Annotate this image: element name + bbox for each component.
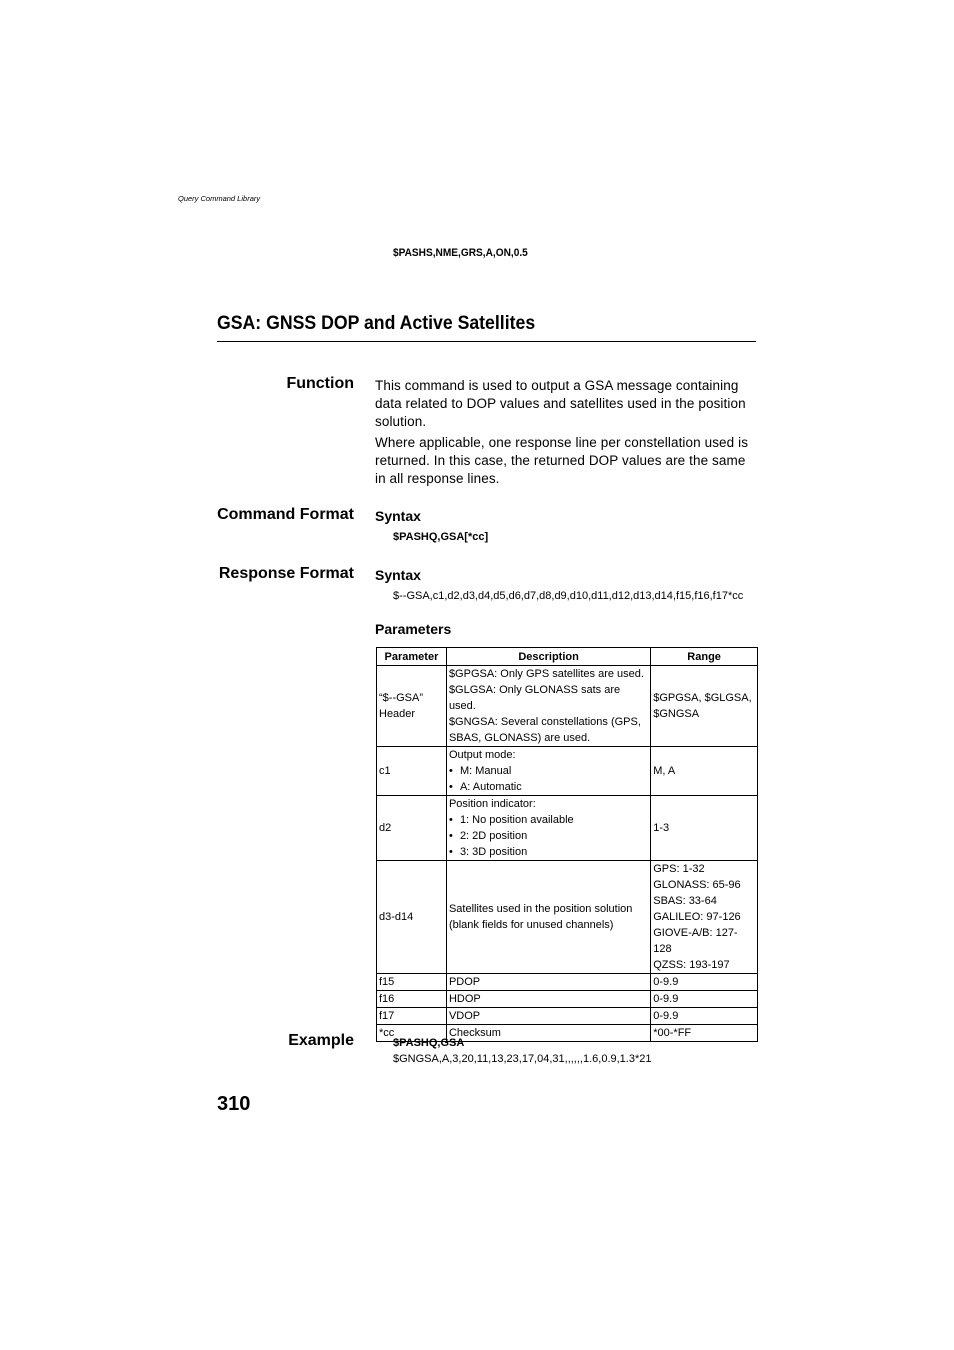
range-text: GPS: 1-32 — [653, 863, 705, 875]
range-text: $GPGSA, $GLGSA, $GNGSA — [653, 692, 752, 720]
range-text: M, A — [653, 765, 676, 777]
desc-text: $GPGSA: Only GPS satellites are used. — [448, 668, 644, 680]
parameters-table — [376, 647, 758, 1042]
desc-text: Output mode: — [448, 749, 516, 761]
function-paragraph-2: Where applicable, one response line per constellation used is returned. In this case, the returned DOP values are the same in all response lines. — [375, 435, 749, 486]
table-row — [377, 861, 758, 974]
range-text: 1-3 — [653, 822, 670, 834]
desc-cell: PDOP — [446, 974, 650, 991]
desc-text: $GLGSA: Only GLONASS sats are used. — [448, 684, 621, 712]
column-header-range: Range — [651, 648, 758, 666]
title-divider — [217, 341, 756, 342]
running-head: Query Command Library — [178, 194, 261, 203]
param-text: c1 — [379, 765, 391, 777]
desc-cell — [446, 747, 650, 796]
desc-cell: VDOP — [446, 1008, 650, 1025]
desc-cell — [446, 796, 650, 861]
range-cell — [651, 666, 758, 747]
range-cell: 0-9.9 — [651, 991, 758, 1008]
table-row — [377, 747, 758, 796]
desc-text: $GNGSA: Several constellations (GPS, SBAS, GLONASS) are used. — [448, 716, 641, 744]
desc-cell: Checksum — [446, 1025, 650, 1042]
range-text: GLONASS: 65-96 — [653, 879, 741, 891]
example-label: Example — [288, 1032, 354, 1049]
example-command: $PASHQ,GSA — [393, 1037, 465, 1049]
range-cell: *00-*FF — [651, 1025, 758, 1042]
table-row — [377, 991, 758, 1008]
desc-cell: HDOP — [446, 991, 650, 1008]
desc-text: Satellites used in the position solution (blank fields for unused channels) — [448, 903, 633, 931]
param-text: “$--GSA” — [379, 692, 423, 704]
response-format-label: Response Format — [218, 565, 354, 582]
function-paragraph-1: This command is used to output a GSA message containing data related to DOP values and satellites used in the position solution. — [375, 378, 746, 429]
parameters-heading: Parameters — [375, 621, 452, 637]
table-row — [377, 796, 758, 861]
range-cell: 0-9.9 — [651, 974, 758, 991]
response-syntax-heading: Syntax — [375, 567, 421, 583]
table-row — [377, 1008, 758, 1025]
bullet-item: • 1: No position available — [449, 812, 648, 828]
command-syntax-heading: Syntax — [375, 508, 421, 524]
page-title: GSA: GNSS DOP and Active Satellites — [217, 313, 536, 334]
param-text: Header — [379, 708, 416, 720]
table-row — [377, 974, 758, 991]
range-text: GALILEO: 97-126 — [653, 911, 741, 923]
page-number: 310 — [217, 1093, 251, 1115]
range-cell — [651, 861, 758, 974]
param-cell — [377, 796, 447, 861]
bullet-item: • A: Automatic — [449, 779, 648, 795]
bullet-item: • 3: 3D position — [449, 844, 648, 860]
command-syntax: $PASHQ,GSA[*cc] — [393, 531, 489, 543]
range-text: SBAS: 33-64 — [653, 895, 717, 907]
param-text: d2 — [379, 822, 392, 834]
param-cell — [377, 747, 447, 796]
param-cell — [377, 861, 447, 974]
param-cell: *cc — [377, 1025, 447, 1042]
column-header-parameter: Parameter — [377, 648, 447, 666]
bullet-item: • M: Manual — [449, 763, 648, 779]
param-cell — [377, 666, 447, 747]
bullet-item: • 2: 2D position — [449, 828, 648, 844]
response-syntax: $--GSA,c1,d2,d3,d4,d5,d6,d7,d8,d9,d10,d11,d12,d13,d14,f15,f16,f17*cc — [393, 590, 744, 602]
range-cell — [651, 747, 758, 796]
param-cell: f17 — [377, 1008, 447, 1025]
previous-command-example: $PASHS,NME,GRS,A,ON,0.5 — [393, 247, 528, 259]
table-header-row — [377, 648, 758, 666]
param-cell: f15 — [377, 974, 447, 991]
range-text: GIOVE-A/B: 127-128 — [653, 927, 738, 955]
desc-cell — [446, 666, 650, 747]
param-cell: f16 — [377, 991, 447, 1008]
table-row — [377, 666, 758, 747]
command-format-label: Command Format — [217, 506, 354, 523]
desc-cell — [446, 861, 650, 974]
function-label: Function — [286, 375, 354, 392]
range-cell — [651, 796, 758, 861]
desc-text: Position indicator: — [448, 798, 536, 810]
range-text: QZSS: 193-197 — [653, 959, 730, 971]
column-header-description: Description — [446, 648, 650, 666]
range-cell: 0-9.9 — [651, 1008, 758, 1025]
param-text: d3-d14 — [379, 911, 414, 923]
example-response: $GNGSA,A,3,20,11,13,23,17,04,31,,,,,,1.6,0.9,1.3*21 — [393, 1053, 652, 1065]
